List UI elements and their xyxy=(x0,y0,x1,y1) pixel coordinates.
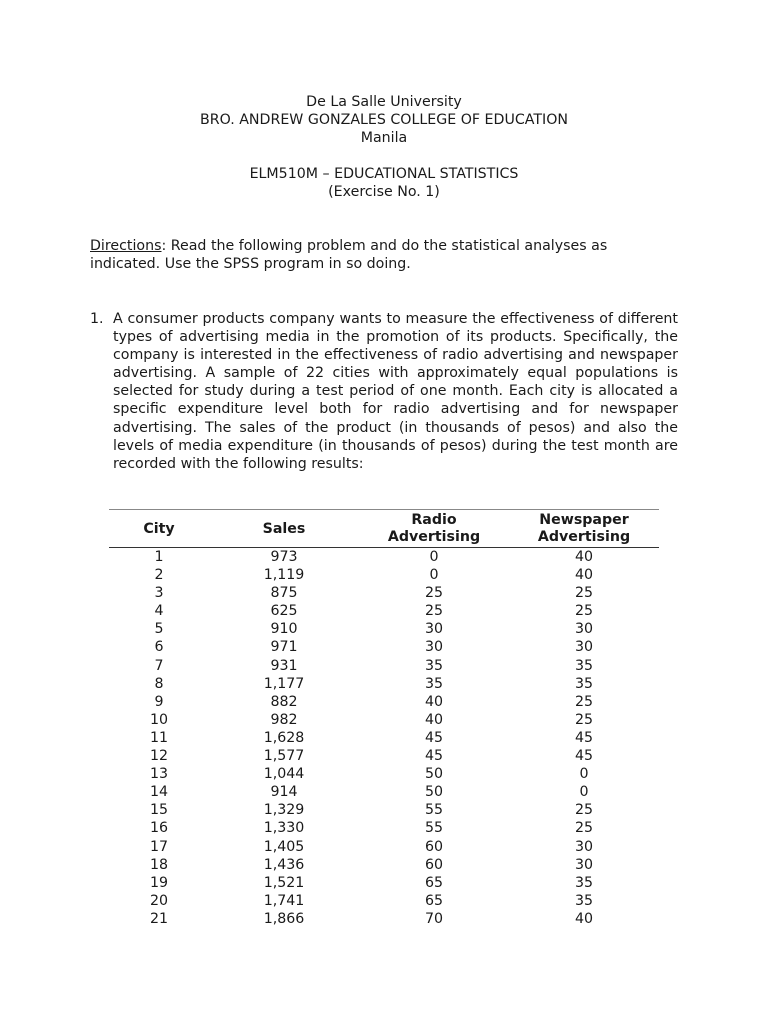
table-row xyxy=(109,783,659,801)
radio-cell: 55 xyxy=(424,820,444,837)
city-cell: 15 xyxy=(149,802,169,819)
city-cell: 1 xyxy=(154,549,164,565)
sales-cell: 1,866 xyxy=(263,910,305,927)
newspaper-cell: 30 xyxy=(574,838,594,855)
table-row xyxy=(109,548,659,567)
radio-cell: 35 xyxy=(424,675,444,692)
radio-cell: 30 xyxy=(424,639,444,656)
newspaper-cell: 25 xyxy=(574,711,594,728)
newspaper-cell: 40 xyxy=(574,910,594,927)
sales-cell: 1,628 xyxy=(263,729,305,746)
table-header-row xyxy=(109,510,659,548)
university-name: De La Salle University xyxy=(306,94,462,110)
radio-cell: 45 xyxy=(424,748,444,765)
newspaper-cell: 0 xyxy=(579,766,589,783)
sales-cell: 882 xyxy=(270,693,298,710)
newspaper-cell: 25 xyxy=(574,802,594,819)
sales-cell: 931 xyxy=(270,657,298,674)
city-cell: 12 xyxy=(149,748,169,765)
newspaper-cell: 30 xyxy=(574,639,594,656)
table-row xyxy=(109,801,659,819)
city-cell: 3 xyxy=(154,585,164,602)
sales-cell: 1,119 xyxy=(263,567,305,584)
problem-text: A consumer products company wants to measure the effectiveness of different types of advertising media in the promotion of its products. Specifically, the company is interested in the effectiveness of radio advertising and newspaper advertising. A sample of 22 cities with approximately equal populations is selected for study during a test period of one month. Each city is allocated a specific expenditure level both for radio advertising and for newspaper advertising. The sales of the product (in thousands of pesos) and also the levels of media expenditure (in thousands of pesos) during the test month are recorded with the following results: xyxy=(113,311,678,472)
newspaper-cell: 35 xyxy=(574,892,594,909)
newspaper-cell: 25 xyxy=(574,603,594,620)
radio-cell: 0 xyxy=(429,567,439,584)
table-row xyxy=(109,729,659,747)
newspaper-cell: 35 xyxy=(574,675,594,692)
header-sales: Sales xyxy=(262,520,306,537)
newspaper-cell: 25 xyxy=(574,820,594,837)
city-cell: 9 xyxy=(154,693,164,710)
table-row xyxy=(109,566,659,584)
radio-cell: 0 xyxy=(429,549,439,565)
sales-cell: 625 xyxy=(270,603,298,620)
institution-header xyxy=(0,93,768,147)
radio-cell: 25 xyxy=(424,585,444,602)
directions-paragraph xyxy=(90,237,680,273)
sales-cell: 971 xyxy=(270,639,298,656)
sales-cell: 1,329 xyxy=(263,802,305,819)
course-header xyxy=(0,165,768,201)
radio-cell: 50 xyxy=(424,784,444,801)
table-row xyxy=(109,856,659,874)
header-newspaper-advertising: Newspaper Advertising xyxy=(537,512,631,545)
table-row xyxy=(109,765,659,783)
city-cell: 19 xyxy=(149,874,169,891)
radio-cell: 70 xyxy=(424,910,444,927)
problem-number: 1. xyxy=(90,311,104,327)
table-row xyxy=(109,602,659,620)
sales-cell: 910 xyxy=(270,621,298,638)
sales-cell: 1,436 xyxy=(263,856,305,873)
directions-label: Directions xyxy=(90,238,162,254)
city-cell: 16 xyxy=(149,820,169,837)
table-row xyxy=(109,874,659,892)
table-row xyxy=(109,675,659,693)
radio-cell: 55 xyxy=(424,802,444,819)
radio-cell: 60 xyxy=(424,856,444,873)
header-city: City xyxy=(143,520,175,537)
table-row xyxy=(109,620,659,638)
radio-cell: 50 xyxy=(424,766,444,783)
sales-cell: 914 xyxy=(270,784,298,801)
sales-cell: 1,577 xyxy=(263,748,305,765)
table-row xyxy=(109,657,659,675)
course-title: ELM510M – EDUCATIONAL STATISTICS xyxy=(249,166,519,182)
radio-cell: 60 xyxy=(424,838,444,855)
header-radio-advertising: Radio Advertising xyxy=(387,512,481,545)
radio-cell: 40 xyxy=(424,693,444,710)
city-cell: 4 xyxy=(154,603,164,620)
sales-cell: 1,330 xyxy=(263,820,305,837)
city-cell: 13 xyxy=(149,766,169,783)
city-cell: 11 xyxy=(149,729,169,746)
table-row xyxy=(109,892,659,910)
newspaper-cell: 35 xyxy=(574,874,594,891)
city-cell: 18 xyxy=(149,856,169,873)
radio-cell: 30 xyxy=(424,621,444,638)
radio-cell: 25 xyxy=(424,603,444,620)
city-cell: 14 xyxy=(149,784,169,801)
radio-cell: 65 xyxy=(424,892,444,909)
sales-cell: 1,521 xyxy=(263,874,305,891)
directions-text: : Read the following problem and do the statistical analyses as indicated. Use the SPSS program in so doing. xyxy=(90,238,608,272)
sales-cell: 1,044 xyxy=(263,766,305,783)
city-cell: 20 xyxy=(149,892,169,909)
college-name: BRO. ANDREW GONZALES COLLEGE OF EDUCATION xyxy=(200,112,568,128)
table-row xyxy=(109,638,659,656)
sales-cell: 1,405 xyxy=(263,838,305,855)
table-body xyxy=(109,548,659,928)
table-row xyxy=(109,747,659,765)
city-cell: 6 xyxy=(154,639,164,656)
table-row xyxy=(109,711,659,729)
table-row xyxy=(109,838,659,856)
sales-cell: 973 xyxy=(270,549,298,565)
city-cell: 8 xyxy=(154,675,164,692)
table-row xyxy=(109,819,659,837)
city-cell: 17 xyxy=(149,838,169,855)
radio-cell: 65 xyxy=(424,874,444,891)
newspaper-cell: 25 xyxy=(574,693,594,710)
newspaper-cell: 30 xyxy=(574,856,594,873)
newspaper-cell: 25 xyxy=(574,585,594,602)
table-row xyxy=(109,910,659,928)
city-cell: 5 xyxy=(154,621,164,638)
newspaper-cell: 40 xyxy=(574,549,594,565)
city-cell: 7 xyxy=(154,657,164,674)
newspaper-cell: 45 xyxy=(574,729,594,746)
problem-item xyxy=(90,310,678,473)
newspaper-cell: 40 xyxy=(574,567,594,584)
city-cell: 2 xyxy=(154,567,164,584)
radio-cell: 40 xyxy=(424,711,444,728)
exercise-number: (Exercise No. 1) xyxy=(328,184,440,200)
table-row xyxy=(109,584,659,602)
sales-cell: 1,741 xyxy=(263,892,305,909)
newspaper-cell: 0 xyxy=(579,784,589,801)
sales-cell: 982 xyxy=(270,711,298,728)
radio-cell: 45 xyxy=(424,729,444,746)
city-cell: 10 xyxy=(149,711,169,728)
radio-cell: 35 xyxy=(424,657,444,674)
table-row xyxy=(109,693,659,711)
sales-cell: 875 xyxy=(270,585,298,602)
city-name: Manila xyxy=(360,130,408,146)
data-table xyxy=(109,509,659,928)
newspaper-cell: 30 xyxy=(574,621,594,638)
city-cell: 21 xyxy=(149,910,169,927)
sales-cell: 1,177 xyxy=(263,675,305,692)
newspaper-cell: 35 xyxy=(574,657,594,674)
newspaper-cell: 45 xyxy=(574,748,594,765)
